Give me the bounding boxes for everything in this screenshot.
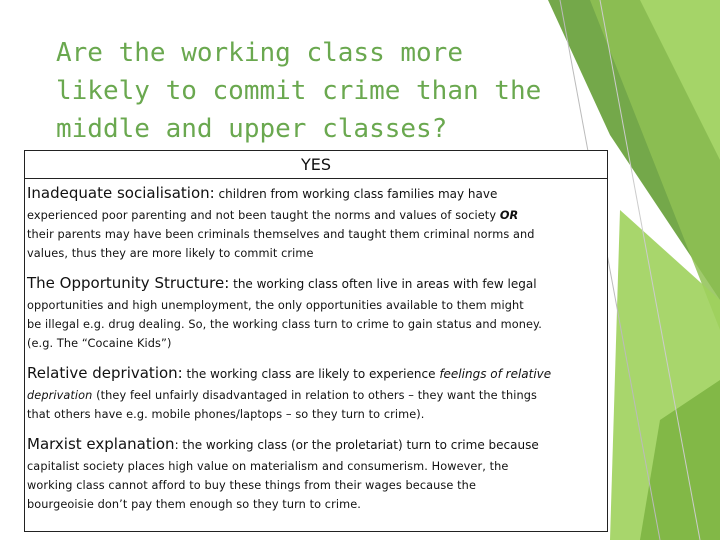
section-heading: The Opportunity Structure [27,274,225,292]
section-line: that others have e.g. mobile phones/laptops – so they turn to crime). [27,408,425,421]
section-lead-text: the working class (or the proletariat) turn to crime because [178,438,539,452]
section-line: values, thus they are more likely to commit crime [27,247,314,260]
section-line: working class cannot afford to buy these things from their wages because the [27,479,476,492]
section-line-italic: deprivation [27,389,93,402]
table-heading: YES [25,151,607,179]
title-line-2: likely to commit crime than the [56,76,542,106]
deco-bottom-triangle [640,380,720,540]
section-line: (they feel unfairly disadvantaged in relation to others – they want the things [92,389,537,402]
section-marxist-explanation: Marxist explanation: the working class (or the proletariat) turn to crime because capitalist society places high value on materialism and consumerism. However, the working class cannot afford to buy these things from their wages because the bourgeoisie don’t pay them enough so they turn to crime. [25,432,607,514]
section-inadequate-socialisation: Inadequate socialisation: children from working class families may have experienced poor parenting and not been taught the norms and values of society OR their parents may have been criminals themselves and taught them criminal norms and values, thus they are more likely to commit crime [25,181,607,263]
section-lead-italic: feelings of relative [439,367,552,381]
title-line-1: Are the working class more [56,38,463,68]
section-line: be illegal e.g. drug dealing. So, the working class turn to crime to gain status and money. [27,318,542,331]
section-line: their parents may have been criminals themselves and taught them criminal norms and [27,228,535,241]
section-line: opportunities and high unemployment, the only opportunities available to them might [27,299,524,312]
deco-light-triangle [640,0,720,160]
section-line: (e.g. The “Cocaine Kids”) [27,337,172,350]
deco-line-2 [600,0,700,540]
title-line-3: middle and upper classes? [56,114,448,144]
section-line: bourgeoisie don’t pay them enough so they turn to crime. [27,498,361,511]
section-heading: Marxist explanation [27,435,175,453]
section-opportunity-structure: The Opportunity Structure: the working class often live in areas with few legal opportunities and high unemployment, the only opportunities available to them might be illegal e.g. drug dealing. So, the working class turn to crime to gain status and money. (e.g. The “Cocaine Kids”) [25,271,607,353]
slide-title [56,34,576,148]
deco-mid-triangle [590,0,720,330]
section-heading: Relative deprivation [27,364,178,382]
section-lead-text: the working class often live in areas with few legal [229,277,537,291]
section-line: experienced poor parenting and not been taught the norms and values of society [27,209,497,222]
deco-lower-triangle [610,210,720,540]
section-line: capitalist society places high value on materialism and consumerism. However, the [27,460,509,473]
emphasis-or: OR [499,209,519,222]
section-lead-text: children from working class families may have [214,187,498,201]
answer-table [24,150,608,532]
section-lead-text: the working class are likely to experience [182,367,440,381]
section-heading: Inadequate socialisation [27,184,210,202]
section-relative-deprivation: Relative deprivation: the working class are likely to experience feelings of relative deprivation (they feel unfairly disadvantaged in relation to others – they want the things that others have e.g. mobile phones/laptops – so they turn to crime). [25,361,607,424]
